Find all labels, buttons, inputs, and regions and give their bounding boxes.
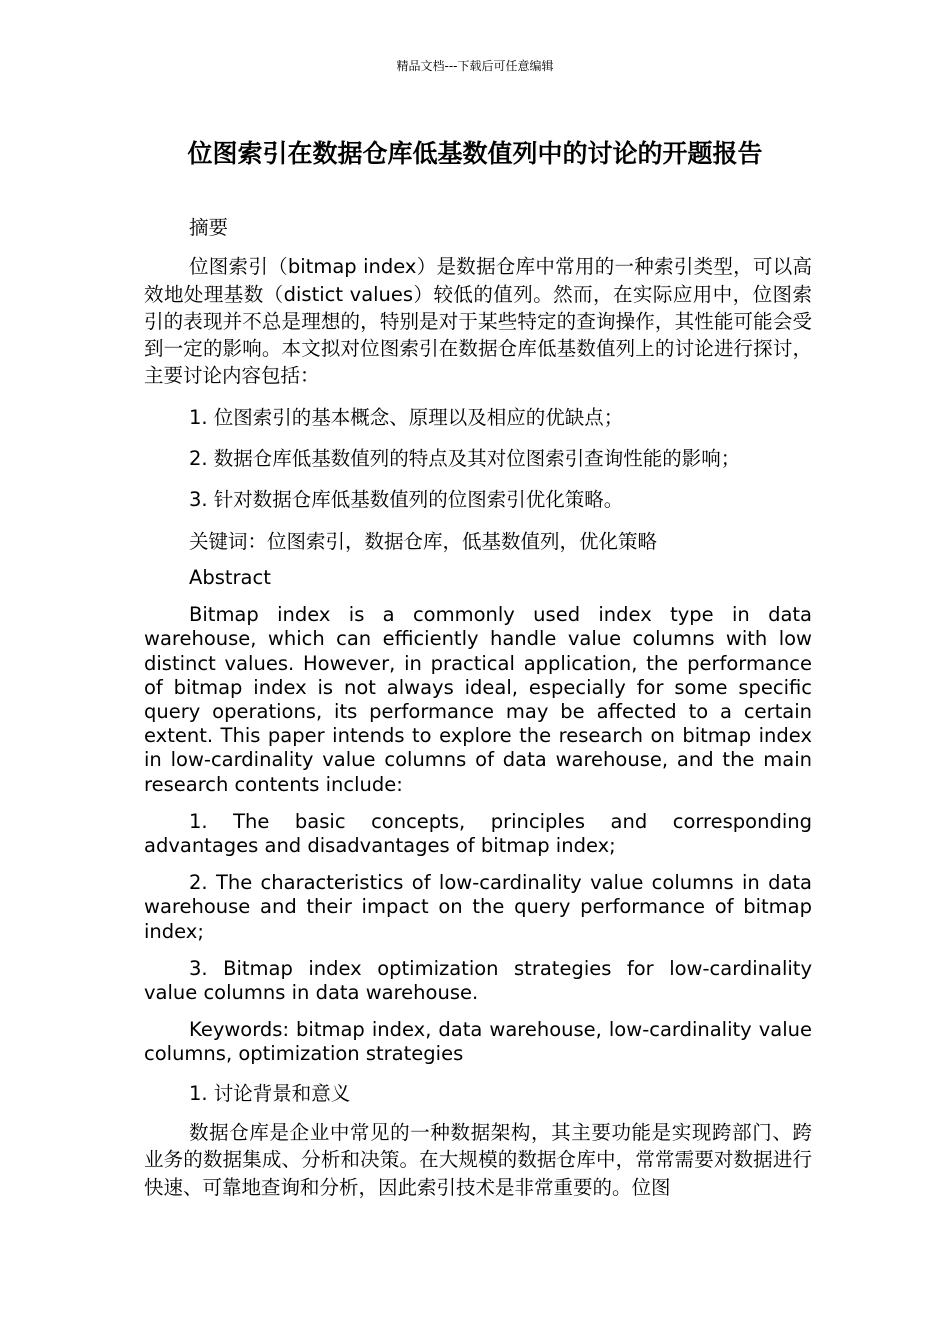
abstract-point-en-1: 1. The basic concepts, principles and corresponding advantages and disadvantages of bitmap index; <box>144 809 812 857</box>
abstract-point-cn-3: 3. 针对数据仓库低基数值列的位图索引优化策略。 <box>189 488 624 512</box>
document-body <box>144 214 812 1201</box>
abstract-heading-en: Abstract <box>189 565 271 589</box>
abstract-point-cn-1: 1. 位图索引的基本概念、原理以及相应的优缺点； <box>189 405 624 429</box>
abstract-paragraph-cn: 位图索引（bitmap index）是数据仓库中常用的一种索引类型，可以高效地处理基数（distict values）较低的值列。然而，在实际应用中，位图索引的表现并不总是理想的，特别是对于某些特定的查询操作，其性能可能会受到一定的影响。本文拟对位图索引在数据仓库低基数值列上的讨论进行探讨，主要讨论内容包括： <box>144 255 812 388</box>
abstract-point-cn-2: 2. 数据仓库低基数值列的特点及其对位图索引查询性能的影响； <box>189 447 741 471</box>
page-header-note: 精品文档---下载后可任意编辑 <box>396 59 554 73</box>
abstract-paragraph-en: Bitmap index is a commonly used index type in data warehouse, which can efficiently handle value columns with low distinct values. However, in practical application, the performance of bitmap index is not always ideal, especially for some specific query operations, its performance may be affected to a certain extent. This paper intends to explore the research on bitmap index in low-cardinality value columns of data warehouse, and the main research contents include: <box>144 603 812 796</box>
keywords-cn: 关键词：位图索引，数据仓库，低基数值列，优化策略 <box>189 529 658 553</box>
abstract-point-en-2: 2. The characteristics of low-cardinality value columns in data warehouse and their impact on the query performance of bitmap index; <box>144 871 812 943</box>
abstract-point-en-3: 3. Bitmap index optimization strategies for low-cardinality value columns in data warehouse. <box>144 956 812 1005</box>
keywords-en: Keywords: bitmap index, data warehouse, low-cardinality value columns, optimization strategies <box>144 1018 812 1066</box>
section-1-paragraph: 数据仓库是企业中常见的一种数据架构，其主要功能是实现跨部门、跨业务的数据集成、分析和决策。在大规模的数据仓库中，常常需要对数据进行快速、可靠地查询和分析，因此索引技术是非常重要的。位图 <box>144 1120 812 1199</box>
document-title: 位图索引在数据仓库低基数值列中的讨论的开题报告 <box>187 139 763 168</box>
section-1-heading: 1. 讨论背景和意义 <box>189 1081 351 1105</box>
abstract-heading-cn: 摘要 <box>189 216 229 239</box>
